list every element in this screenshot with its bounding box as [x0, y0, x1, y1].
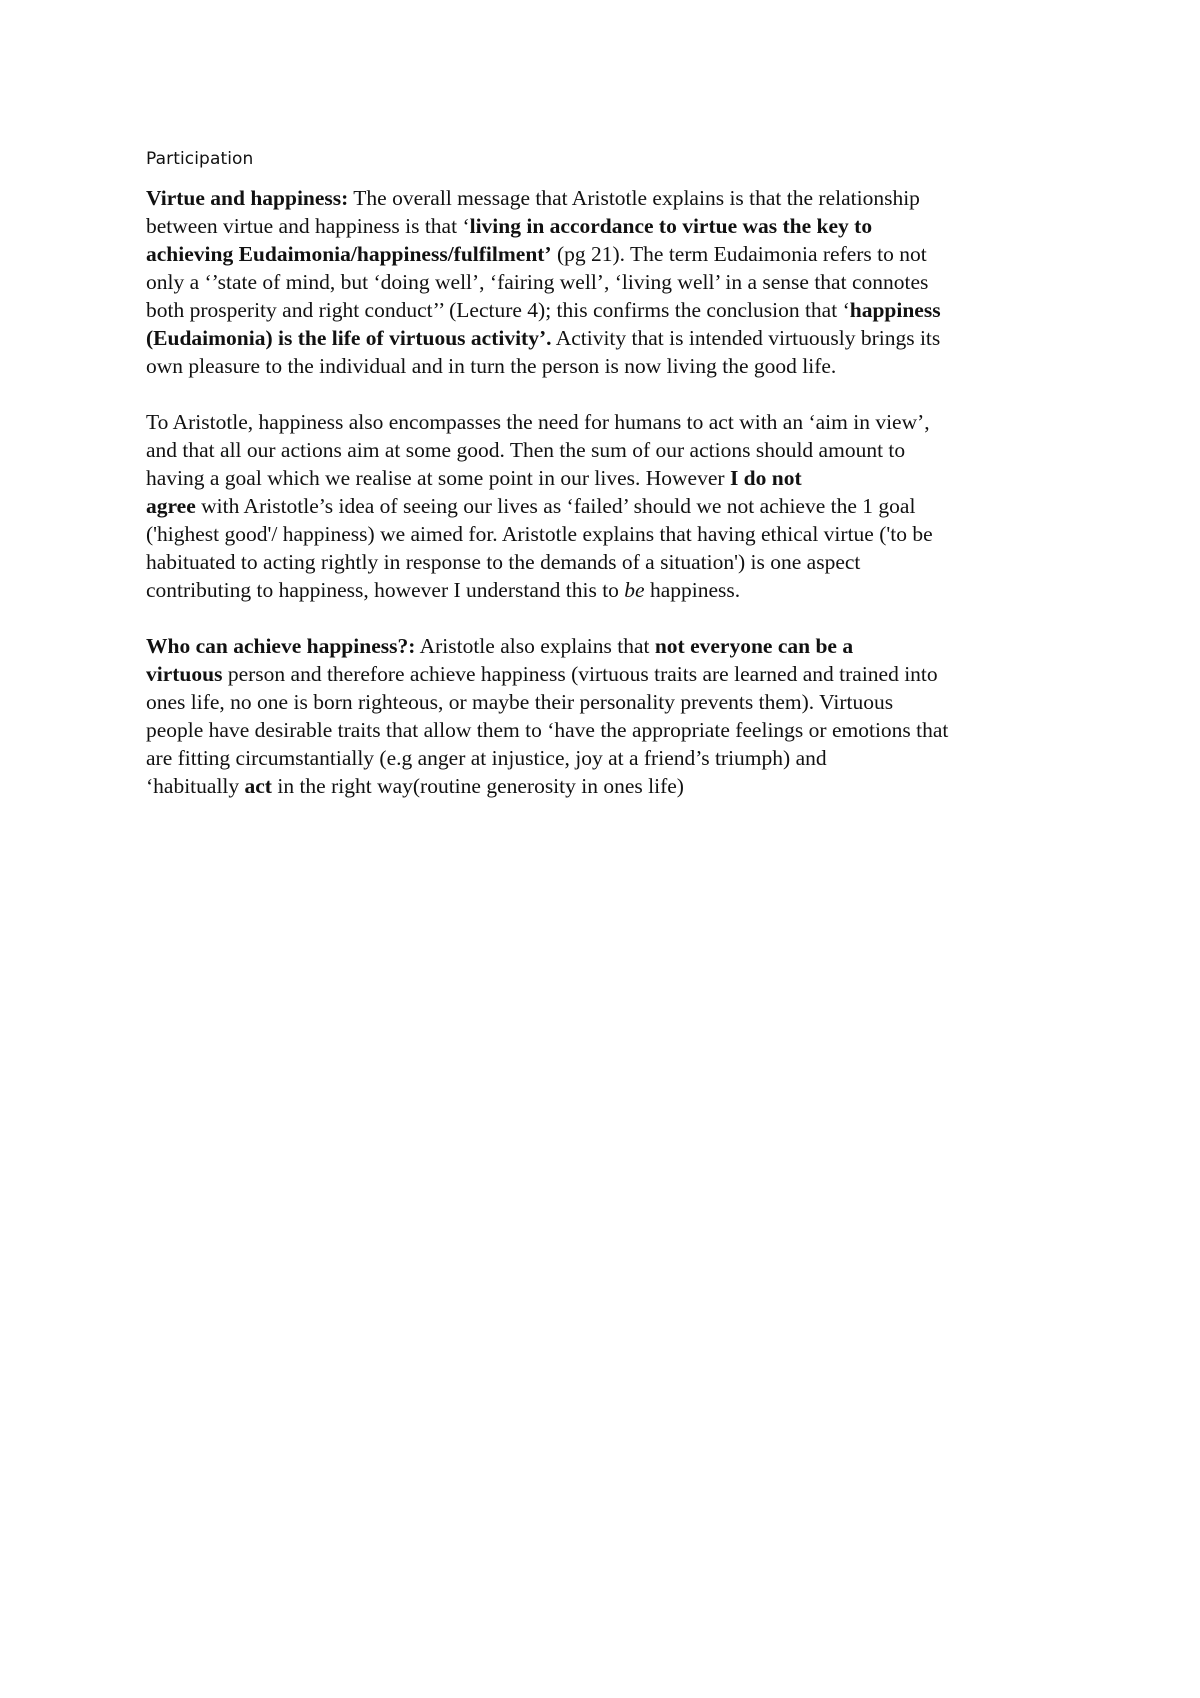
- text-line: [146, 240, 1066, 268]
- text-line: [146, 184, 1066, 212]
- text-run: both prosperity and right conduct’’ (Lecture 4); this confirms the conclusion that ‘: [146, 298, 850, 322]
- page-heading: Participation: [146, 149, 254, 169]
- paragraph-who-can-achieve-happiness: [146, 632, 1066, 800]
- text-line: [146, 632, 1066, 660]
- paragraph-aim-in-view: [146, 408, 1066, 604]
- text-run: contributing to happiness, however I understand this to: [146, 578, 625, 602]
- text-run: happiness.: [644, 578, 741, 602]
- text-line: [146, 772, 1066, 800]
- text-line: only a ‘’state of mind, but ‘doing well’, ‘fairing well’, ‘living well’ in a sense that connotes: [146, 270, 929, 294]
- text-run: Activity that is intended virtuously brings its: [551, 326, 941, 350]
- text-line: people have desirable traits that allow them to ‘have the appropriate feelings or emotions that: [146, 718, 949, 742]
- text-run: between virtue and happiness is that ‘: [146, 214, 470, 238]
- text-line: ones life, no one is born righteous, or maybe their personality prevents them). Virtuous: [146, 690, 894, 714]
- bold-run: virtuous: [146, 662, 223, 686]
- text-run: in the right way(routine generosity in ones life): [271, 774, 684, 798]
- text-run: The overall message that Aristotle explains is that the relationship: [348, 186, 920, 210]
- text-run: with Aristotle’s idea of seeing our lives as ‘failed’ should we not achieve the 1 goal: [195, 494, 916, 518]
- bold-run: not everyone can be a: [654, 634, 854, 658]
- text-line: ('highest good'/ happiness) we aimed for. Aristotle explains that having ethical virtue ('to be: [146, 522, 933, 546]
- document-body: [146, 146, 1066, 828]
- section-title-virtue-and-happiness: Virtue and happiness:: [146, 186, 349, 210]
- text-line: [146, 324, 1066, 352]
- italic-run: be: [624, 578, 645, 602]
- paragraph-virtue-and-happiness: [146, 184, 1066, 380]
- bold-run: agree: [146, 494, 196, 518]
- text-line: and that all our actions aim at some good. Then the sum of our actions should amount to: [146, 438, 906, 462]
- bold-run: (Eudaimonia) is the life of virtuous activity’.: [146, 326, 552, 350]
- text-line: [146, 296, 1066, 324]
- text-run: person and therefore achieve happiness (virtuous traits are learned and trained into: [222, 662, 938, 686]
- text-line: [146, 576, 1066, 604]
- text-run: having a goal which we realise at some point in our lives. However: [146, 466, 730, 490]
- text-line: [146, 464, 1066, 492]
- bold-run: achieving Eudaimonia/happiness/fulfilment’: [146, 242, 552, 266]
- bold-run: act: [244, 774, 272, 798]
- section-title-who-can-achieve-happiness: Who can achieve happiness?:: [146, 634, 416, 658]
- text-line: [146, 492, 1066, 520]
- text-line: habituated to acting rightly in response to the demands of a situation') is one aspect: [146, 550, 861, 574]
- text-run: Aristotle also explains that: [415, 634, 655, 658]
- text-line: [146, 212, 1066, 240]
- text-line: [146, 660, 1066, 688]
- bold-run: living in accordance to virtue was the key to: [469, 214, 873, 238]
- text-line: own pleasure to the individual and in turn the person is now living the good life.: [146, 354, 837, 378]
- text-line: are fitting circumstantially (e.g anger at injustice, joy at a friend’s triumph) and: [146, 746, 827, 770]
- text-run: ‘habitually: [146, 774, 245, 798]
- bold-run: I do not: [729, 466, 802, 490]
- text-run: (pg 21). The term Eudaimonia refers to not: [551, 242, 927, 266]
- bold-run: happiness: [849, 298, 941, 322]
- text-line: To Aristotle, happiness also encompasses the need for humans to act with an ‘aim in view’,: [146, 410, 930, 434]
